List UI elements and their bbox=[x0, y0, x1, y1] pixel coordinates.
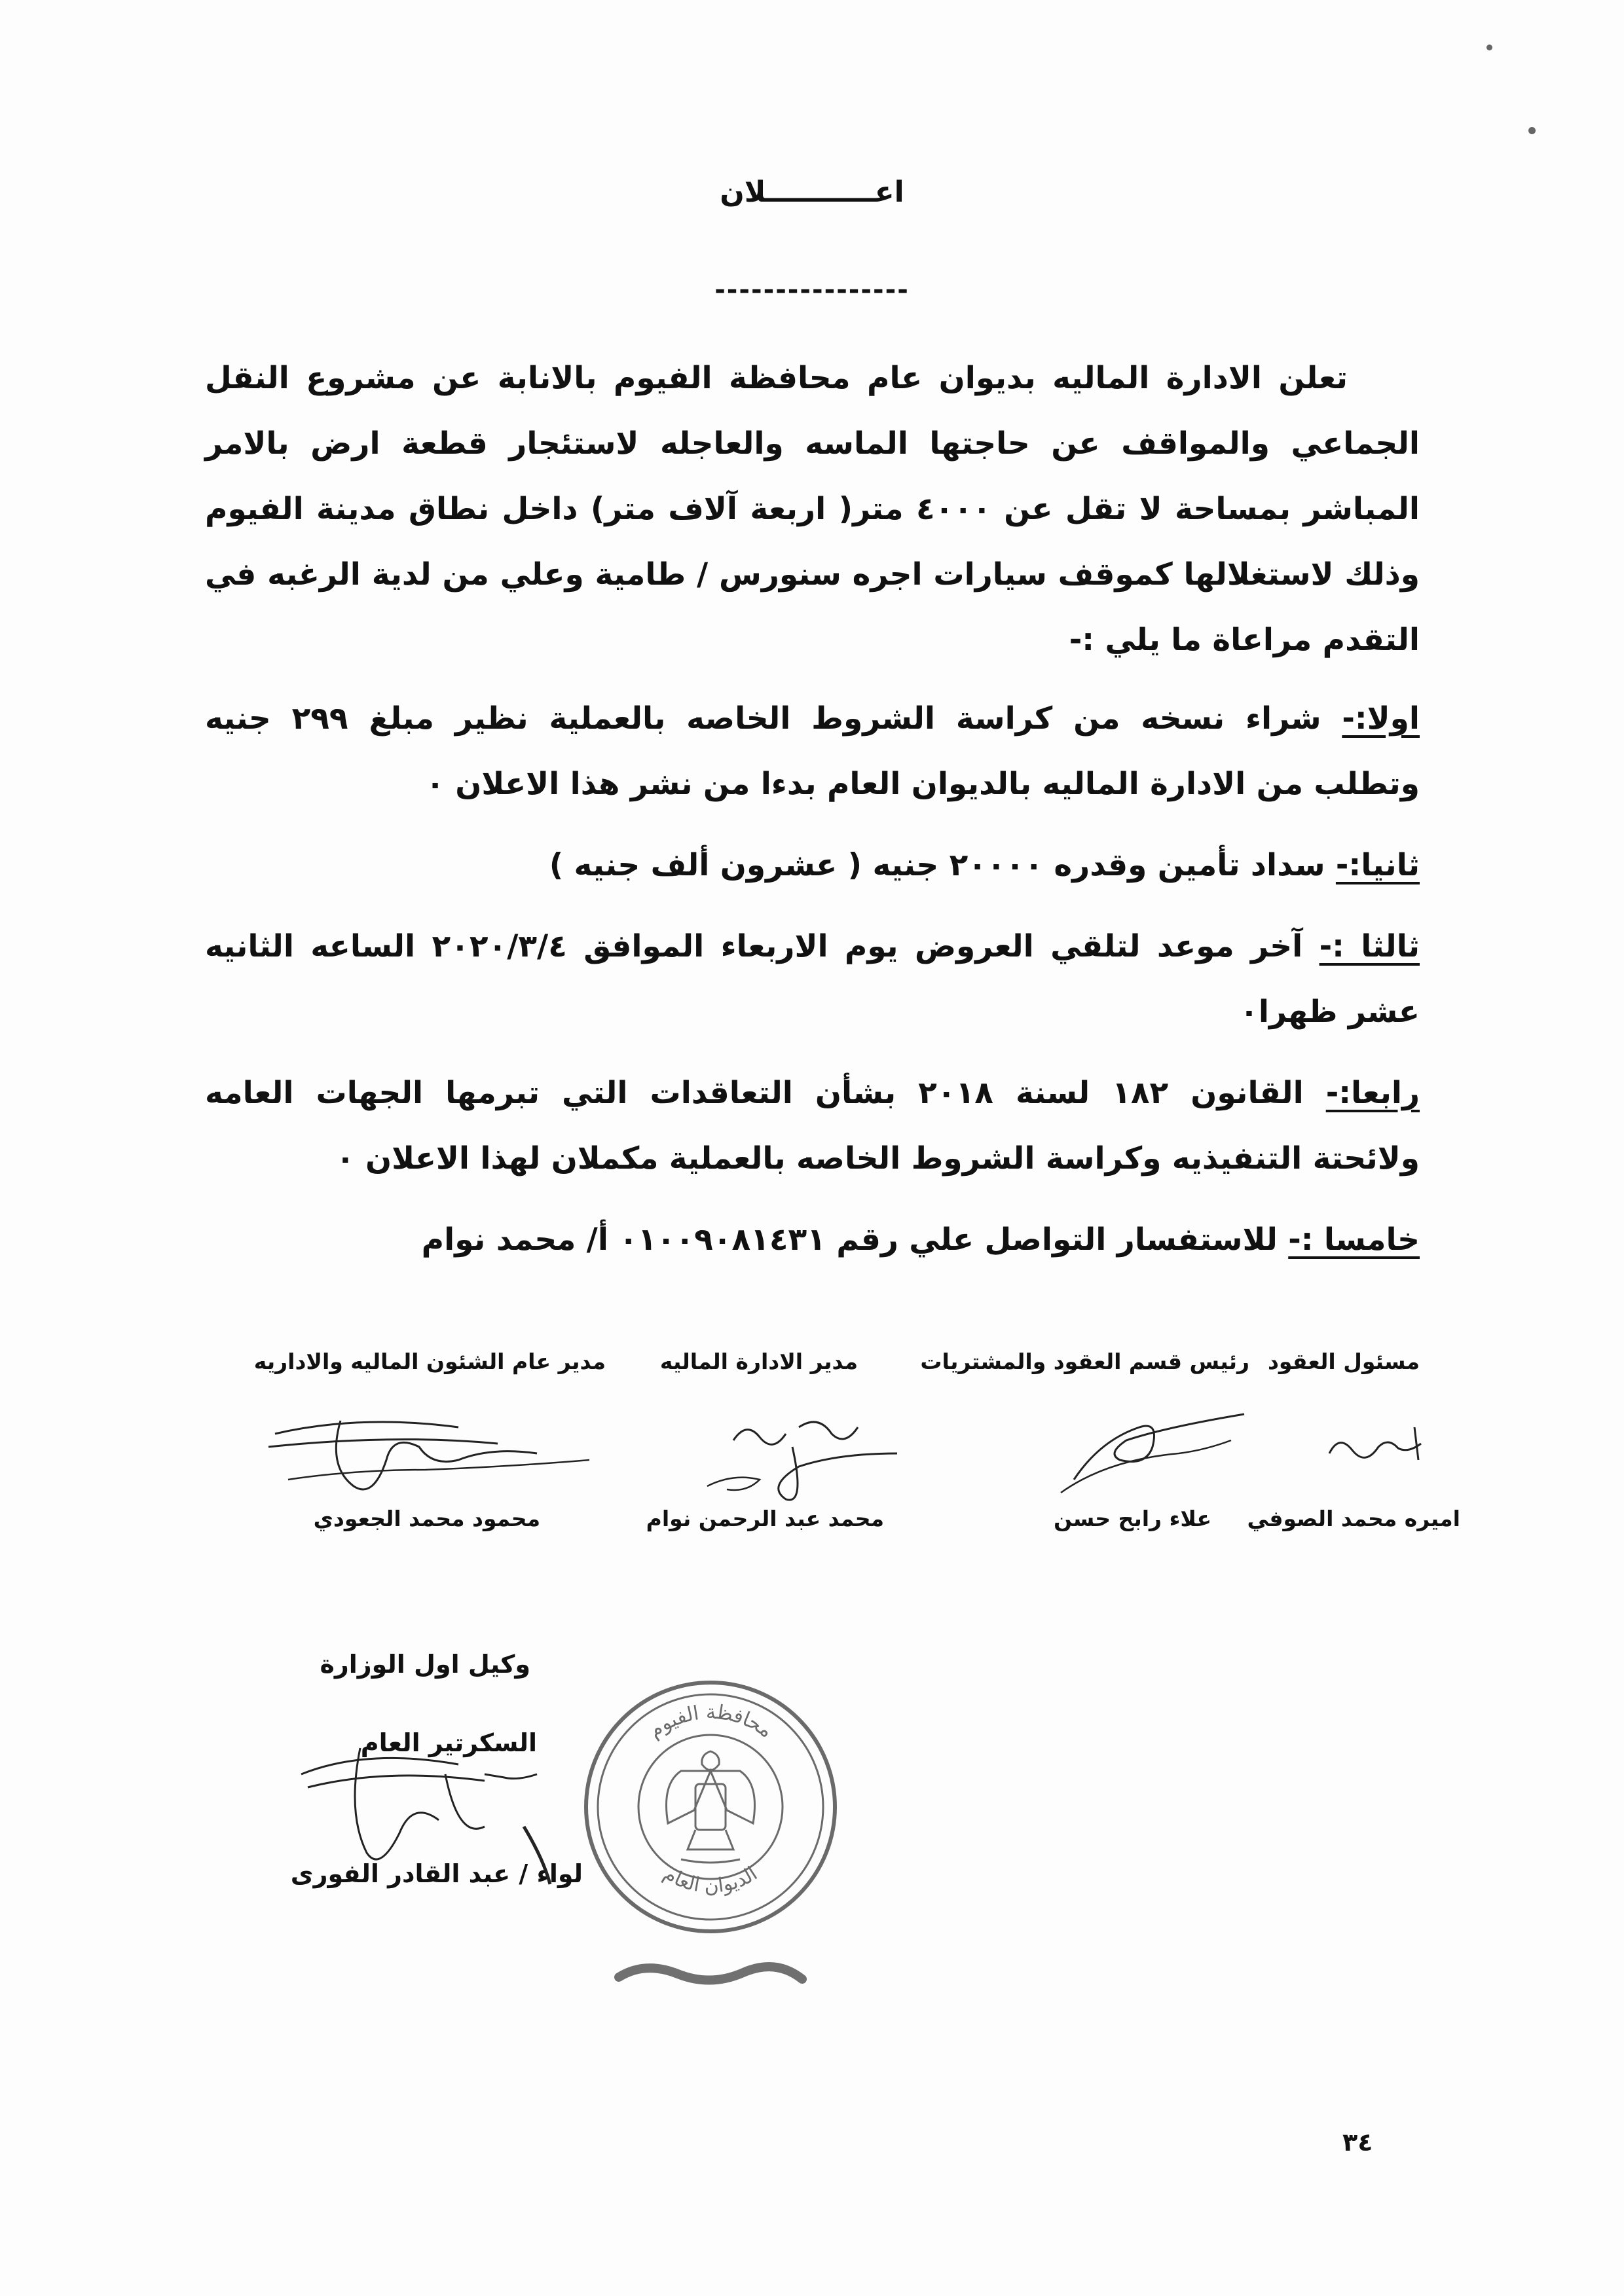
clause-text: شراء نسخه من كراسة الشروط الخاصه بالعملية نظير مبلغ ٢٩٩ جنيه وتطلب من الادارة الماليه بالديوان العام بدءا من نشر هذا الاعلان ٠ bbox=[205, 701, 1420, 802]
signature-general-manager bbox=[262, 1408, 602, 1506]
secretary-rank: وكيل اول الوزارة bbox=[320, 1650, 530, 1679]
scan-speck bbox=[1486, 45, 1492, 50]
scan-speck bbox=[1528, 127, 1536, 134]
clause-text: للاستفسار التواصل علي رقم ٠١٠٠٩٠٨١٤٣١ أ/ محمد نوام bbox=[421, 1222, 1289, 1258]
svg-text:محافظة الفيوم bbox=[644, 1701, 777, 1743]
clause-text: آخر موعد لتلقي العروض يوم الاربعاء الموافق ٢٠٢٠/٣/٤ الساعه الثانيه عشر ظهرا٠ bbox=[205, 928, 1420, 1030]
clause-second bbox=[205, 833, 1420, 898]
clause-label: ثالثا :- bbox=[1319, 928, 1420, 964]
signatory-name-contracts-head: علاء رابح حسن bbox=[1054, 1506, 1211, 1531]
announcement-body bbox=[205, 346, 1420, 1288]
intro-paragraph: تعلن الادارة الماليه بديوان عام محافظة الفيوم بالانابة عن مشروع النقل الجماعي والمواقف عن حاجتها الماسه والعاجله لاستئجار قطعة ارض بالامر المباشر بمساحة لا تقل عن ٤٠٠٠ متر( اربعة آلاف متر) داخل نطاق مدينة الفيوم وذلك لاستغلالها كموقف سيارات اجره سنورس / طامية وعلي من لدية الرغبه في التقدم مراعاة ما يلي :- bbox=[205, 360, 1420, 658]
clause-label: ثانيا:- bbox=[1335, 847, 1420, 883]
clause-label: اولا:- bbox=[1342, 701, 1420, 737]
signatory-name-general-manager: محمود محمد الجعودي bbox=[313, 1506, 540, 1531]
secretary-title: السكرتير العام bbox=[360, 1728, 537, 1757]
page-number: ٣٤ bbox=[1342, 2128, 1373, 2157]
signature-contracts-head bbox=[1048, 1401, 1257, 1499]
clause-label: خامسا :- bbox=[1288, 1222, 1420, 1258]
clause-third bbox=[205, 914, 1420, 1045]
scan-smudge bbox=[606, 1954, 822, 2000]
signatory-title-general-manager: مدير عام الشئون الماليه والاداريه bbox=[253, 1349, 606, 1374]
seal-bottom-text: الديوان العام bbox=[659, 1862, 762, 1898]
title-divider: ---------------- bbox=[714, 275, 910, 305]
signature-contracts-officer bbox=[1316, 1408, 1447, 1473]
governorate-seal bbox=[576, 1673, 845, 1941]
signature-secretary-general bbox=[288, 1735, 563, 1886]
seal-top-text: محافظة الفيوم bbox=[644, 1700, 777, 1743]
clause-text: القانون ١٨٢ لسنة ٢٠١٨ بشأن التعاقدات التي تبرمها الجهات العامه ولائحتة التنفيذيه وكراسة الشروط الخاصه بالعملية مكملان لهذا الاعلان ٠ bbox=[205, 1075, 1420, 1176]
clause-text: سداد تأمين وقدره ٢٠٠٠٠ جنيه ( عشرون ألف جنيه ) bbox=[549, 847, 1336, 883]
signatory-name-contracts-officer: اميره محمد الصوفي bbox=[1247, 1506, 1460, 1531]
signatory-title-contracts-head: رئيس قسم العقود والمشتريات bbox=[920, 1349, 1249, 1374]
clause-label: رابعا:- bbox=[1325, 1075, 1420, 1111]
clause-fourth bbox=[205, 1061, 1420, 1192]
eagle-emblem-icon bbox=[667, 1751, 755, 1863]
secretary-name: لواء / عبد القادر الفورى bbox=[290, 1859, 583, 1888]
clause-fifth bbox=[205, 1207, 1420, 1273]
signatory-name-finance-manager: محمد عبد الرحمن نوام bbox=[646, 1506, 884, 1531]
signature-finance-manager bbox=[694, 1408, 904, 1512]
svg-text:الديوان العام bbox=[659, 1862, 762, 1897]
signatory-title-contracts-officer: مسئول العقود bbox=[1268, 1349, 1420, 1374]
announcement-title: اعـــــــــــلان bbox=[720, 175, 904, 209]
clause-first bbox=[205, 686, 1420, 817]
signatory-title-finance-manager: مدير الادارة الماليه bbox=[659, 1349, 858, 1374]
